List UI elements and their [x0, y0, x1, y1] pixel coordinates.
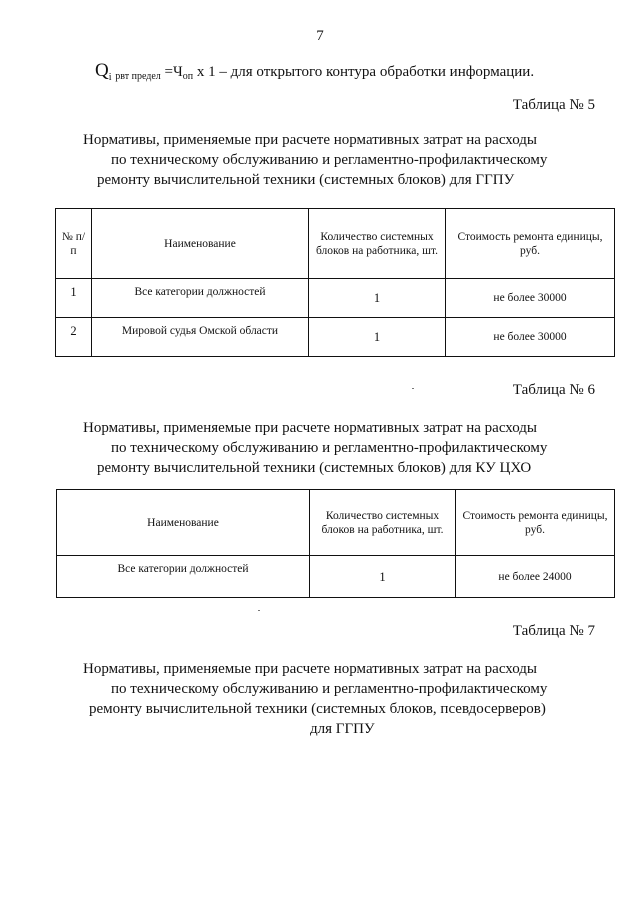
table6-heading	[55, 418, 605, 478]
table6-header-row	[57, 490, 615, 556]
table7-label: Таблица № 7	[512, 623, 595, 639]
table5-row-1-num: 1	[56, 279, 92, 318]
table6-heading-line-1: Нормативы, применяемые при расчете нормативных затрат на расходы	[83, 420, 538, 436]
table5-row-2-cost: не более 30000	[446, 318, 615, 357]
table5-row-1-name: Все категории должностей	[92, 279, 309, 318]
table5-header-cost: Стоимость ремонта единицы, руб.	[446, 209, 615, 279]
table6-heading-line-2: по техническому обслуживанию и регламентно-профилактическому	[111, 440, 548, 456]
formula-ch-subscript: оп	[182, 71, 194, 82]
formula-ch: Ч	[173, 64, 183, 80]
table-row	[56, 318, 615, 357]
table6-row-1-cost: не более 24000	[456, 556, 615, 598]
table5-heading-line-3: ремонту вычислительной техники (системных блоков) для ГГПУ	[97, 172, 515, 188]
table7-heading-line-1: Нормативы, применяемые при расчете нормативных затрат на расходы	[83, 661, 538, 677]
formula-q: Q	[95, 60, 109, 81]
table6-row-1-qty: 1	[310, 556, 456, 598]
table7-heading-line-4: для ГГПУ	[310, 721, 375, 737]
formula-equals: =	[164, 64, 174, 80]
scan-mark	[412, 388, 414, 389]
table6	[56, 489, 615, 598]
page-number: 7	[316, 28, 324, 44]
table6-label: Таблица № 6	[512, 382, 595, 398]
table6-header-cost: Стоимость ремонта единицы, руб.	[456, 490, 615, 556]
table6-row-1-name: Все категории должностей	[57, 556, 310, 598]
table-row	[57, 556, 615, 598]
scan-mark	[258, 610, 260, 611]
formula-q-index: i	[108, 72, 112, 83]
table5-row-1-qty: 1	[309, 279, 446, 318]
table6-header-qty: Количество системных блоков на работника, шт.	[310, 490, 456, 556]
table6-header-name: Наименование	[57, 490, 310, 556]
table7-heading-line-3: ремонту вычислительной техники (системных блоков, псевдосерверов)	[89, 701, 546, 717]
formula	[95, 60, 534, 82]
formula-rest: x 1 – для открытого контура обработки информации.	[196, 64, 535, 80]
table5-row-2-num: 2	[56, 318, 92, 357]
table-row	[56, 279, 615, 318]
table5-label: Таблица № 5	[512, 97, 595, 113]
formula-q-subscript: рвт предел	[115, 71, 161, 82]
table6-heading-line-3: ремонту вычислительной техники (системных блоков) для КУ ЦХО	[97, 460, 532, 476]
table5-row-2-name: Мировой судья Омской области	[92, 318, 309, 357]
table7-heading-line-2: по техническому обслуживанию и регламентно-профилактическому	[111, 681, 548, 697]
table5-heading-line-2: по техническому обслуживанию и регламентно-профилактическому	[111, 152, 548, 168]
table5-header-row	[56, 209, 615, 279]
table5-row-1-cost: не более 30000	[446, 279, 615, 318]
table5-header-name: Наименование	[92, 209, 309, 279]
table5	[55, 208, 615, 357]
table7-heading	[55, 659, 605, 739]
table5-heading-line-1: Нормативы, применяемые при расчете нормативных затрат на расходы	[83, 132, 538, 148]
table5-row-2-qty: 1	[309, 318, 446, 357]
table5-header-qty: Количество системных блоков на работника, шт.	[309, 209, 446, 279]
table5-header-num: № п/п	[56, 209, 92, 279]
table5-heading	[55, 130, 605, 190]
